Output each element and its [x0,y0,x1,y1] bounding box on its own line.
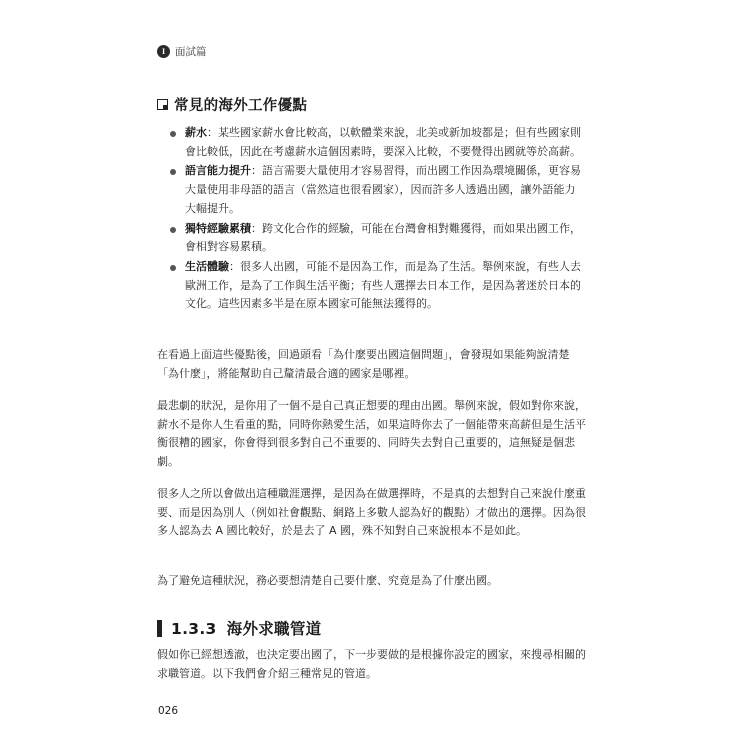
bullet-dot-icon [170,227,176,233]
square-heading-icon [157,99,168,110]
body-paragraph: 為了避免這種狀況，務必要想清楚自己要什麼、究竟是為了什麼出國。 [157,574,498,587]
list-item-separator: ： [229,259,240,273]
list-item-term: 薪水 [185,126,207,139]
bullet-dot-icon [170,169,176,175]
list-item-term: 語言能力提升 [185,164,251,178]
section-heading [157,94,307,115]
subsection-heading [157,617,321,639]
list-item-separator: ： [251,164,262,178]
subsection-title: 海外求職管道 [226,620,322,638]
body-paragraph: 在看過上面這些優點後，回過頭看「為什麼要出國這個問題」，會發現如果能夠說清楚「為什麼」，將能幫助自己釐清最合適的國家是哪裡。 [157,348,570,380]
list-item-text: 很多人出國，可能不是因為工作，而是為了生活。舉例來說，有些人去歐洲工作，是為了工作與生活平衡；有些人選擇去日本工作，是因為著迷於日本的文化。這些因素多半是在原本國家可能無法獲得的。 [185,259,581,311]
bullet-dot-icon [170,131,176,137]
body-paragraph: 很多人之所以會做出這種職涯選擇，是因為在做選擇時，不是真的去想對自己來說什麼重要、而是因為別人（例如社會觀點、網路上多數人認為好的觀點）才做出的選擇。因為很多人認為去 A 國比較好，於是去了 A 國，殊不知對自己來說根本不是如此。 [157,487,586,538]
list-item [166,162,586,218]
list-item-term: 生活體驗 [185,259,229,273]
heading-bar [157,620,162,637]
list-item [166,220,586,257]
list-item-text: 某些國家薪水會比較高，以軟體業來說，北美或新加坡都是；但有些國家則會比較低，因此在考慮薪水這個因素時，要深入比較，不要覺得出國就等於高薪。 [185,126,581,158]
list-item-term: 獨特經驗累積 [185,221,251,235]
list-item-separator: ： [207,126,218,139]
body-paragraph: 假如你已經想透澈，也決定要出國了，下一步要做的是根據你設定的國家，來搜尋相關的求職管道。以下我們會介紹三種常見的管道。 [157,648,586,680]
page-number: 026 [158,705,179,717]
running-header-title: 面試篇 [175,45,207,58]
subsection-heading-text [171,617,321,639]
body-paragraph: 最悲劇的狀況，是你用了一個不是自己真正想要的理由出國。舉例來說，假如對你來說，薪水不是你人生看重的點，同時你熱愛生活，如果這時你去了一個能帶來高薪但是生活平衡很糟的國家，你會得到很多對自己不重要的、同時失去對自己重要的，這無疑是個悲劇。 [157,399,586,469]
advantages-list [166,124,586,315]
list-item-separator: ： [251,221,262,235]
subsection-number: 1.3.3 [171,620,217,638]
running-header [157,43,207,59]
list-item-text: 跨文化合作的經驗，可能在台灣會相對難獲得，而如果出國工作，會相對容易累積。 [185,221,581,254]
chapter-badge: I [157,45,170,58]
list-item [166,124,586,161]
list-item [166,258,586,314]
bullet-dot-icon [170,265,176,271]
list-item-text: 語言需要大量使用才容易習得，而出國工作因為環境關係，更容易大量使用非母語的語言（當然這也很看國家），因而許多人透過出國，讓外語能力大幅提升。 [185,164,581,215]
section-heading-text: 常見的海外工作優點 [174,98,308,114]
